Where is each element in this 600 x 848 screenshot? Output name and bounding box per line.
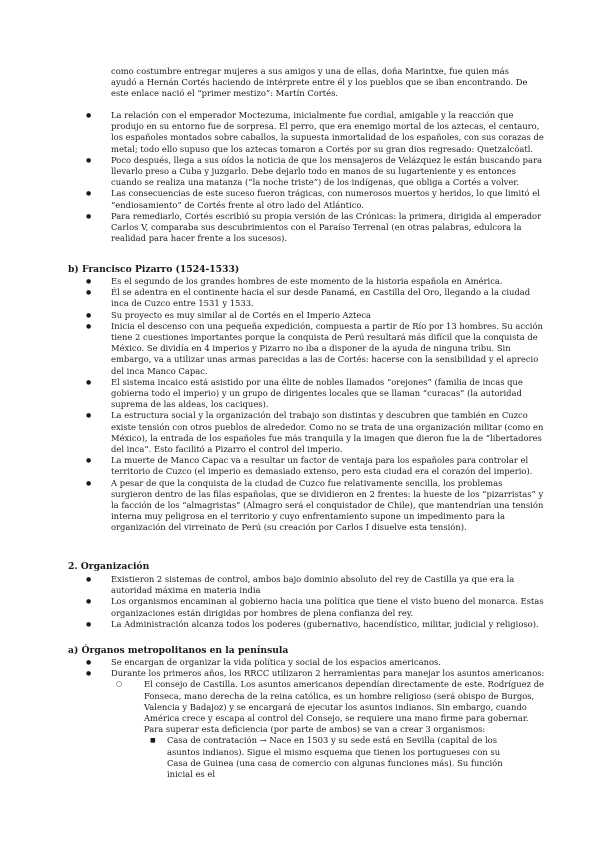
list-item: ● La muerte de Manco Capac va a resultar un factor de ventaja para los españoles para controlar el territorio de Cuzco (el imperio es demasiado extenso, pero esta ciudad era el corazón del imperio). [83, 455, 545, 477]
list-item: ● Durante los primeros años, los RRCC utilizaron 2 herramientas para manejar los asuntos americanos: [83, 668, 545, 679]
section-heading: b) Francisco Pizarro (1524-1533) [68, 264, 240, 275]
list-item: ● Es el segundo de los grandes hombres de este momento de la historia española en América. [83, 276, 545, 287]
list-item: ● Existieron 2 sistemas de control, ambos bajo dominio absoluto del rey de Castilla ya que era la autoridad máxima en materia india [83, 574, 545, 596]
list-item: ● La estructura social y la organización del trabajo son distintas y descubren que también en Cuzco existe tensión con otros pueblos de alrededor. Como no se trata de una organización militar (como en México), la entrada de los españoles fue más tranquila y la imagen que dieron fue la de “libertadores del inca”. Esto facilitó a Pizarro el control del imperio. [83, 410, 545, 455]
list-item: ● A pesar de que la conquista de la ciudad de Cuzco fue relativamente sencilla, los problemas surgieron dentro de las filas españolas, que se dividieron en 2 frentes: la hueste de los “pizarristas” y la facción de los “almagristas” (Almagro será el conquistador de Chile), que mantendrían una tensión interna muy peligrosa en el territorio y cuyo enfrentamiento supone un impedimento para la organización del virreinato de Perú (su creación por Carlos I disuelve esta tensión). [83, 478, 545, 534]
list-item: ● Se encargan de organizar la vida política y social de los espacios americanos. [83, 657, 545, 668]
list-item: ● La relación con el emperador Moctezuma, inicialmente fue cordial, amigable y la reacción que produjo en su entorno fue de sorpresa. El perro, que era enemigo mortal de los aztecas, el centauro, los españoles montados sobre caballos, la supuesta inmortalidad de los españoles, con sus corazas de metal; todo ello supuso que los aztecas tomaron a Cortés por su gran dios regresado: Quetzalcóatl. [83, 110, 545, 155]
sub-sub-list-item: ■ Casa de contratación → Nace en 1503 y su sede está en Sevilla (capital de los asuntos indianos). Sigue el mismo esquema que tienen los portugueses con su Casa de Guinea (una casa de comercio con algunas funciones más). Su función inicial es el [148, 735, 517, 780]
section-heading: 2. Organización [68, 561, 150, 572]
list-item: ● Su proyecto es muy similar al de Cortés en el Imperio Azteca [83, 310, 545, 321]
sub-list-item: ○ El consejo de Castilla. Los asuntos americanos dependían directamente de este. Rodríguez de Fonseca, mano derecha de la reina católica, es un hombre religioso (será obispo de Burgos, Valencia y Badajoz) y se encargará de ejecutar los asuntos indianos. Sin embargo, cuando América crece y escapa al control del Consejo, se requiere una mano firme para gobernar. Para superar esta deficiencia (por parte de ambos) se van a crear 3 organismos: [116, 679, 545, 735]
list-item: ● Los organismos encaminan al gobierno hacia una política que tiene el visto bueno del monarca. Estas organizaciones están dirigidas por hombres de plena confianza del rey. [83, 596, 545, 618]
pizarro-bullet-list [0, 276, 600, 534]
list-item: ● Él se adentra en el continente hacia el sur desde Panamá, en Castilla del Oro, llegando a la ciudad inca de Cuzco entre 1531 y 1533. [83, 287, 545, 309]
list-item: ● Para remediarlo, Cortés escribió su propia versión de las Crónicas: la primera, dirigida al emperador Carlos V, comparaba sus descubrimientos con el Paraíso Terrenal (en otras palabras, edulcora la realidad para hacer frente a los sucesos). [83, 211, 545, 245]
organos-bullet-list [0, 657, 600, 780]
list-item: ● El sistema incaico está asistido por una élite de nobles llamados “orejones” (familia de incas que gobierna todo el imperio) y un grupo de dirigentes locales que se llaman “curacas” (la autoridad suprema de las aldeas, los caciques). [83, 377, 545, 411]
section-heading: a) Órganos metropolitanos en la península [68, 645, 289, 656]
list-item: ● Inicia el descenso con una pequeña expedición, compuesta a partir de Río por 13 hombres. Su acción tiene 2 cuestiones importantes porque la conquista de Perú resultará más difícil que la conquista de México. Se dividía en 4 imperios y Pizarro no iba a disponer de la ayuda de ninguna tribu. Sin embargo, va a utilizar unas armas parecidas a las de Cortés: hacerse con la sensibilidad y el aprecio del inca Manco Capac. [83, 321, 545, 377]
intro-continuation: como costumbre entregar mujeres a sus amigos y una de ellas, doña Marintxe, fue quien más ayudó a Hernán Cortés haciendo de intérprete entre él y los pueblos que se iban encontrando. De este enlace nació el “primer mestizo”: Martín Cortés. [111, 66, 528, 99]
intro-bullet-list [0, 110, 600, 244]
list-item: ● Las consecuencias de este suceso fueron trágicas, con numerosos muertos y heridos, lo que limitó el “endiosamiento” de Cortés frente al otro lado del Atlántico. [83, 188, 545, 210]
list-item: ● La Administración alcanza todos los poderes (gubernativo, hacendístico, militar, judicial y religioso). [83, 619, 545, 630]
organizacion-bullet-list [0, 574, 600, 630]
list-item: ● Poco después, llega a sus oídos la noticia de que los mensajeros de Velázquez le están buscando para llevarlo preso a Cuba y juzgarlo. Debe dejarlo todo en manos de su lugarteniente y es entonces cuando se realiza una matanza (“la noche triste”) de los indígenas, que obliga a Cortés a volver. [83, 155, 545, 189]
